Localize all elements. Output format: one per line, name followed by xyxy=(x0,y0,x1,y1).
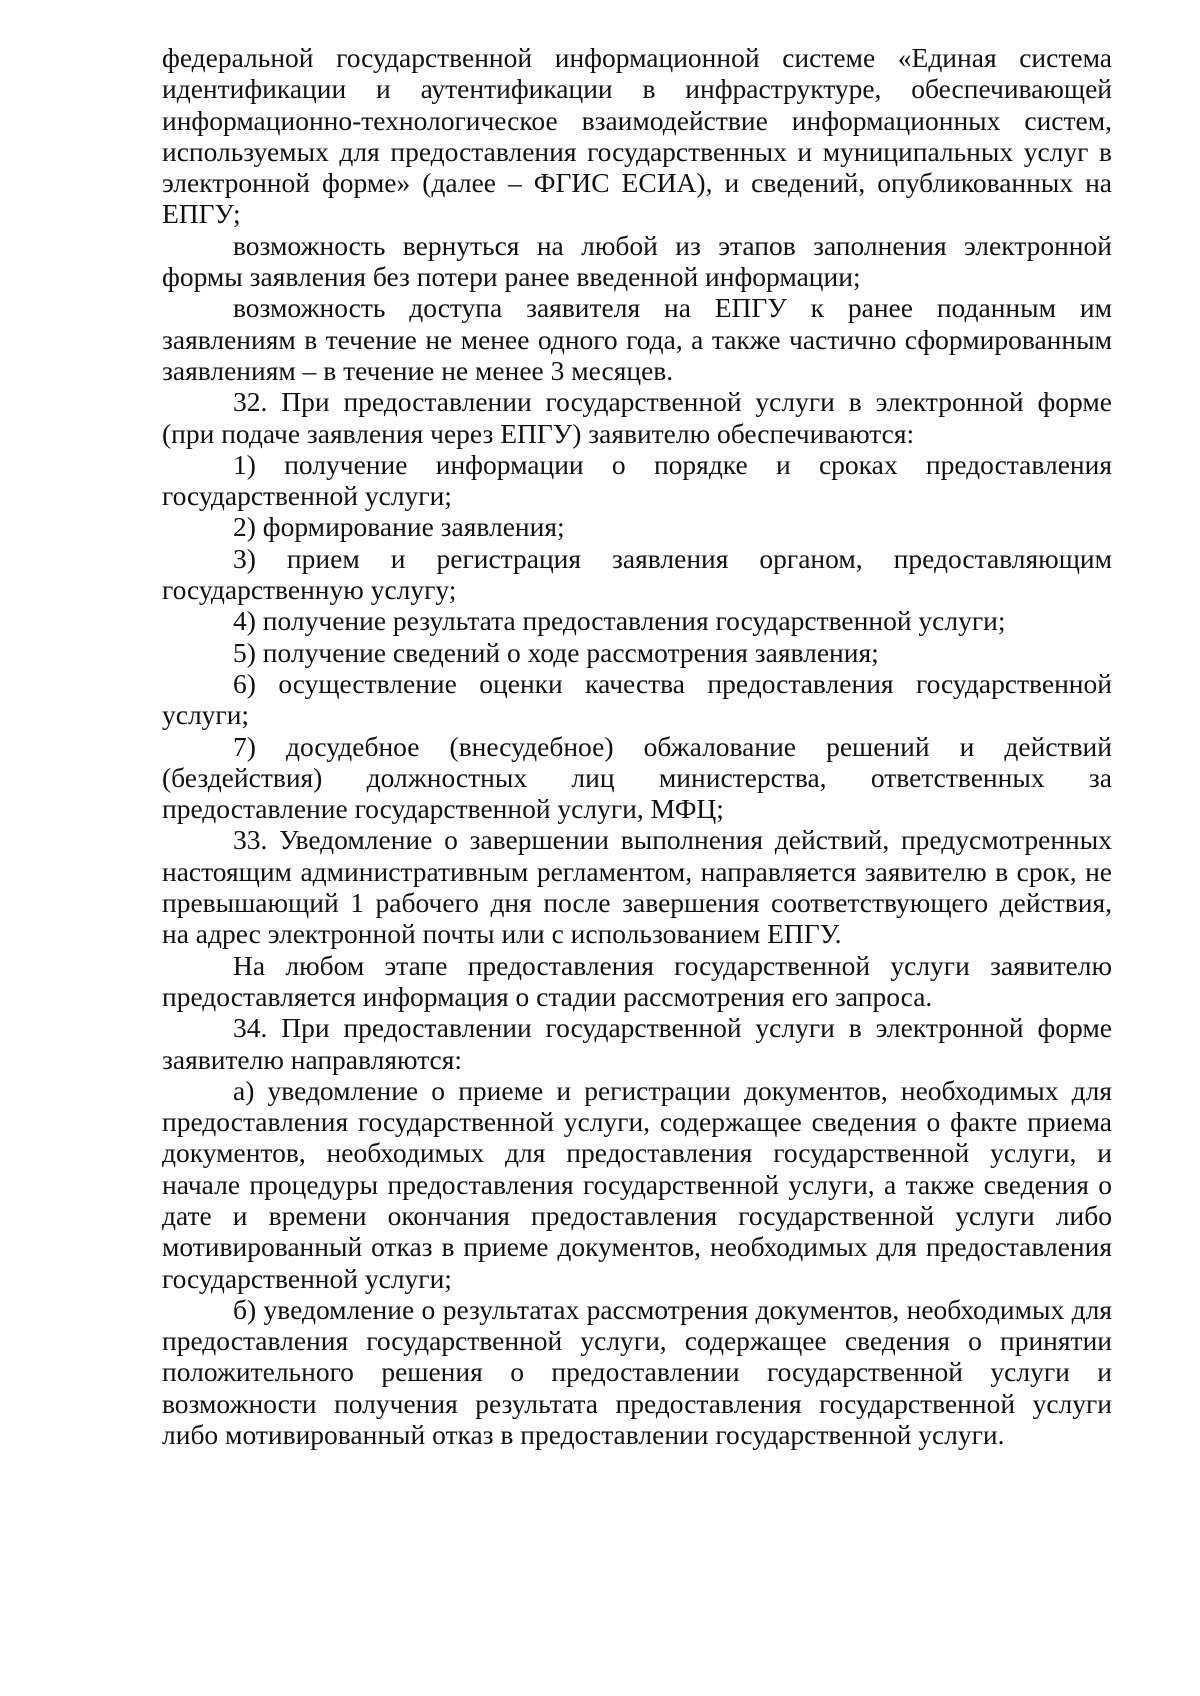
list-item: б) уведомление о результатах рассмотрения документов, необходимых для предоставления государственной услуги, содержащее сведения о принятии положительного решения о предоставлении государственной услуги и возможности получения результата предоставления государственной услуги либо мотивированный отказ в предоставлении государственной услуги. xyxy=(162,1293,1112,1451)
paragraph-continuation: федеральной государственной информационной системе «Единая система идентификации и аутентификации в инфраструктуре, обеспечивающей информационно-технологическое взаимодействие информационных систем, используемых для предоставления государственных и муниципальных услуг в электронной форме» (далее – ФГИС ЕСИА), и сведений, опубликованных на ЕПГУ; xyxy=(162,42,1112,230)
list-item: 2) формирование заявления; xyxy=(233,511,565,543)
paragraph-clause-34: 34. При предоставлении государственной услуги в электронной форме заявителю направляются: xyxy=(162,1012,1112,1075)
paragraph-clause-33: 33. Уведомление о завершении выполнения действий, предусмотренных настоящим административным регламентом, направляется заявителю в срок, не превышающий 1 рабочего дня после завершения соответствующего действия, на адрес электронной почты или с использованием ЕПГУ. xyxy=(162,824,1112,950)
paragraph: возможность вернуться на любой из этапов заполнения электронной формы заявления без потери ранее введенной информации; xyxy=(162,229,1112,293)
paragraph: возможность доступа заявителя на ЕПГУ к ранее поданным им заявлениям в течение не менее одного года, а также частично сформированным заявлениям – в течение не менее 3 месяцев. xyxy=(162,292,1112,386)
list-item: 7) досудебное (внесудебное) обжалование решений и действий (бездействия) должностных лиц министерства, ответственных за предоставление государственной услуги, МФЦ; xyxy=(162,730,1112,825)
paragraph-clause-32: 32. При предоставлении государственной услуги в электронной форме (при подаче заявления через ЕПГУ) заявителю обеспечиваются: xyxy=(162,386,1112,449)
document-page xyxy=(162,42,1112,1450)
list-item: 1) получение информации о порядке и сроках предоставления государственной услуги; xyxy=(162,448,1112,512)
paragraph: На любом этапе предоставления государственной услуги заявителю предоставляется информация о стадии рассмотрения его запроса. xyxy=(162,949,1112,1012)
list-item: 4) получение результата предоставления государственной услуги; xyxy=(233,605,1006,637)
list-item: 3) прием и регистрация заявления органом, предоставляющим государственную услугу; xyxy=(162,542,1112,606)
list-item: а) уведомление о приеме и регистрации документов, необходимых для предоставления государственной услуги, содержащее сведения о факте приема документов, необходимых для предоставления государственной услуги, и начале процедуры предоставления государственной услуги, а также сведения о дате и времени окончания предоставления государственной услуги либо мотивированный отказ в приеме документов, необходимых для предоставления государственной услуги; xyxy=(162,1074,1112,1294)
list-item: 5) получение сведений о ходе рассмотрения заявления; xyxy=(233,636,879,668)
list-item: 6) осуществление оценки качества предоставления государственной услуги; xyxy=(162,667,1112,731)
